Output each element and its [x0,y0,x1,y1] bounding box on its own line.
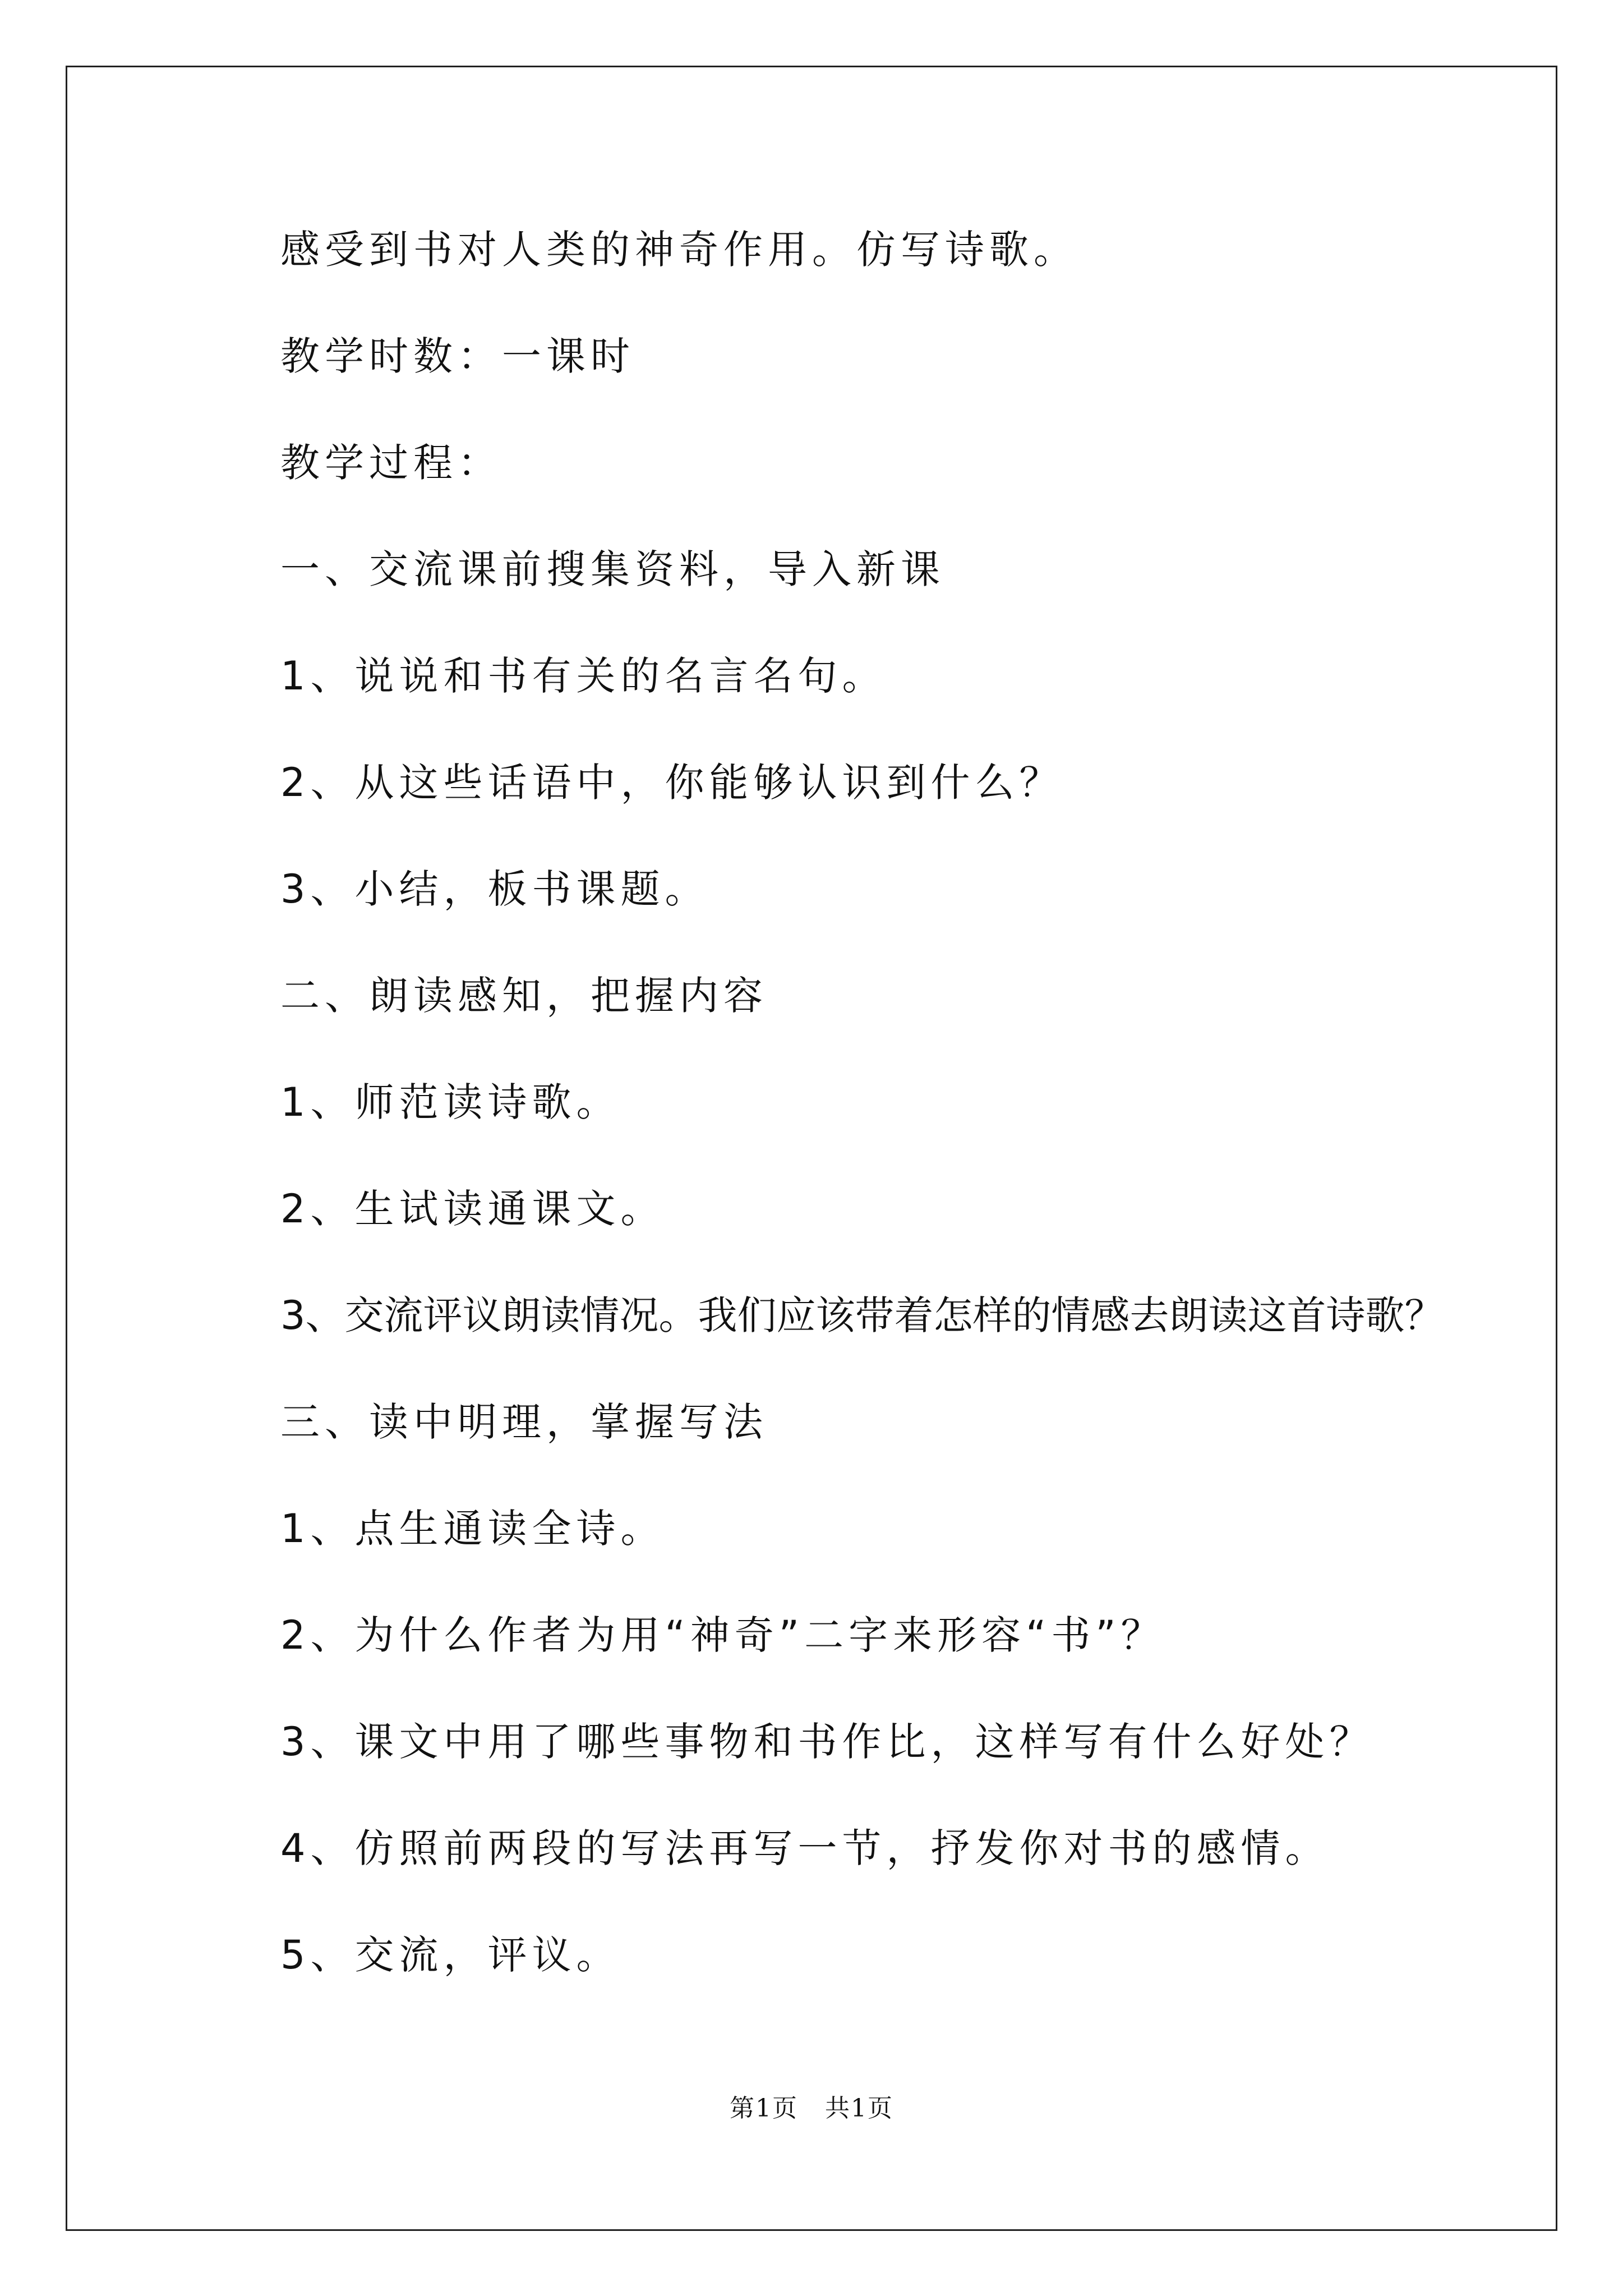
list-item: 1、点生通读全诗。 [280,1506,665,1552]
list-item: 3、交流评议朗读情况。我们应该带着怎样的情感去朗读这首诗歌？ [280,1292,1444,1338]
list-item: 2、从这些话语中，你能够认识到什么？ [280,760,1064,806]
paragraph-line: 感受到书对人类的神奇作用。仿写诗歌。 [280,227,1078,273]
list-item: 5、交流，评议。 [280,1932,621,1978]
list-item: 3、课文中用了哪些事物和书作比，这样写有什么好处？ [280,1719,1374,1765]
list-item: 1、师范读诗歌。 [280,1079,621,1125]
list-item: 4、仿照前两段的写法再写一节，抒发你对书的感情。 [280,1825,1330,1871]
list-item: 2、生试读通课文。 [280,1186,665,1232]
list-item: 1、说说和书有关的名言名句。 [280,653,887,699]
section-heading: 一、交流课前搜集资料，导入新课 [280,546,945,592]
list-item: 2、为什么作者为用“神奇”二字来形容“书”？ [280,1612,1165,1658]
document-body [280,219,1503,2031]
page-footer: 第1页 共1页 [730,2094,893,2123]
paragraph-line: 教学时数：一课时 [280,333,635,379]
paragraph-line: 教学过程： [280,440,502,486]
section-heading: 二、朗读感知，把握内容 [280,973,768,1019]
section-heading: 三、读中明理，掌握写法 [280,1399,768,1445]
list-item: 3、小结，板书课题。 [280,866,709,912]
